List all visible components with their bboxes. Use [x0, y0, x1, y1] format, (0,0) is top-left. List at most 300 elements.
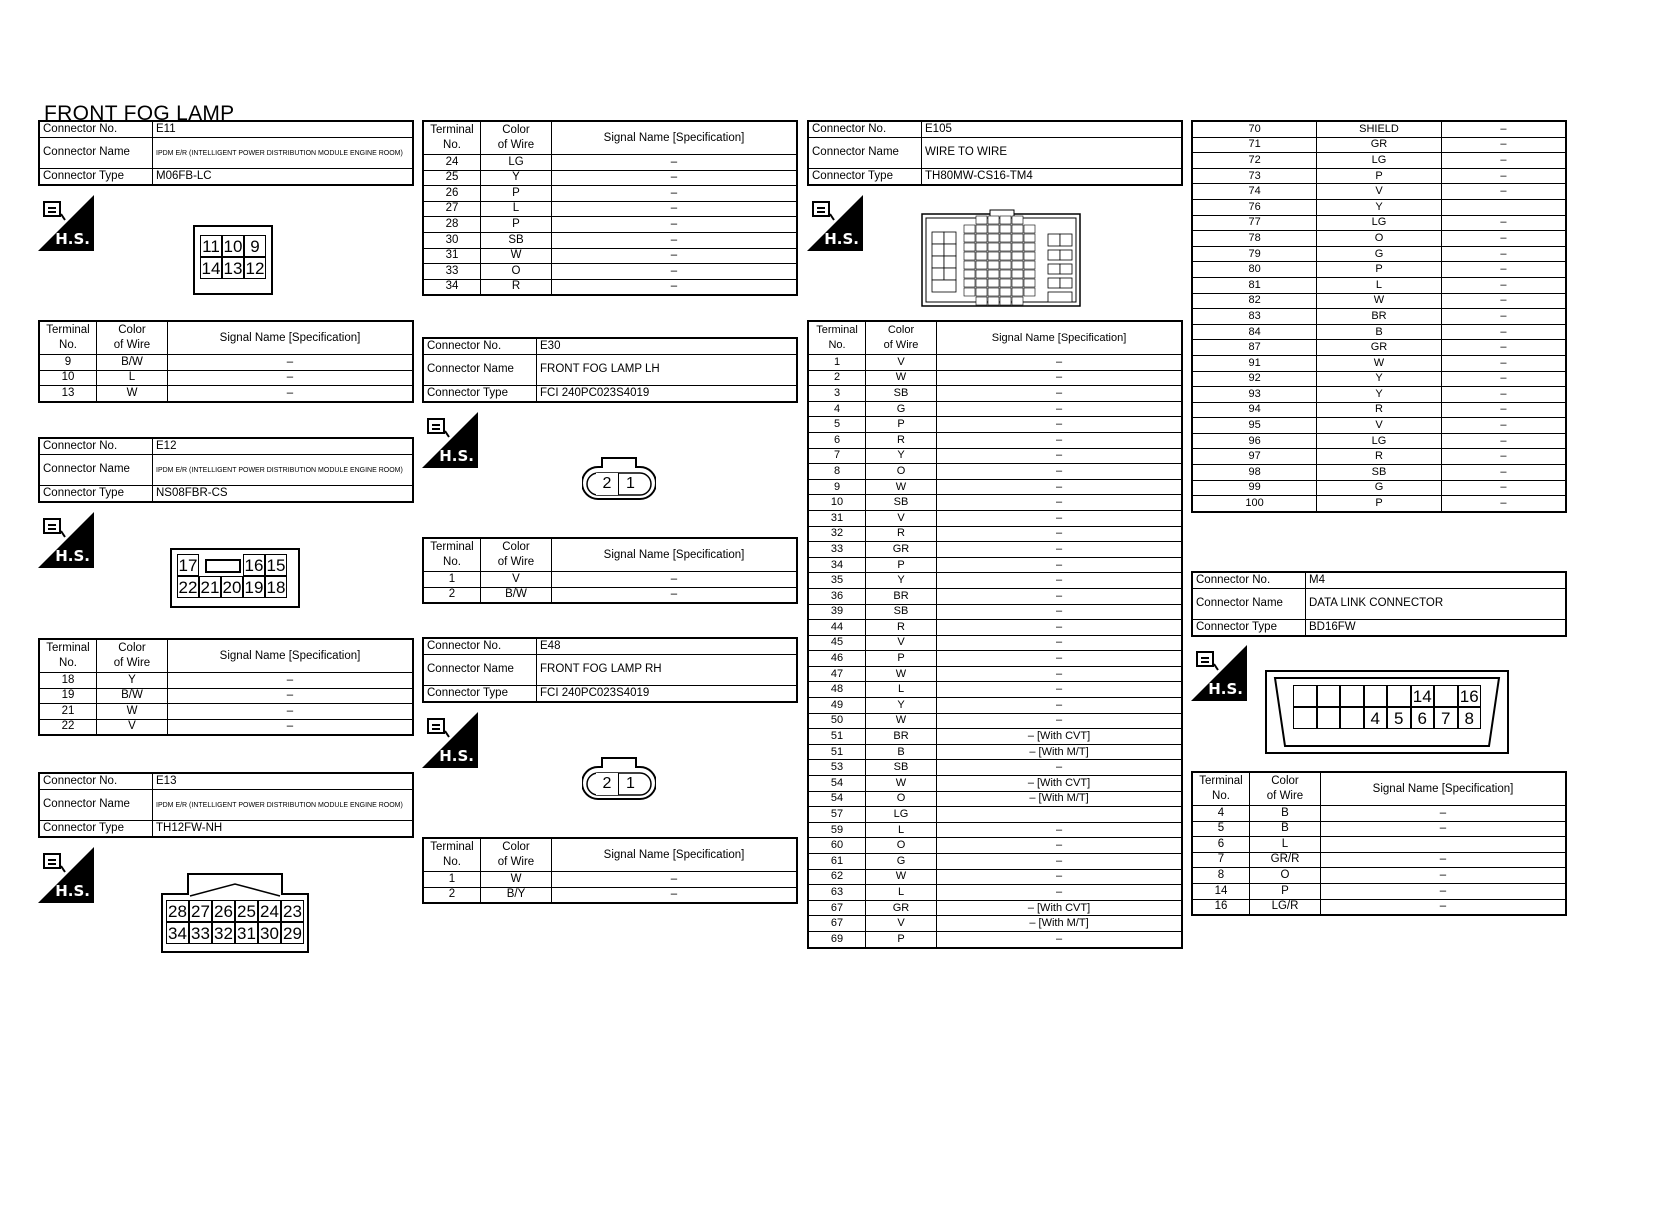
- table-row: [39, 688, 413, 704]
- signal-name: –: [937, 854, 1183, 870]
- cavity: [1012, 243, 1023, 251]
- wire-color: P: [481, 217, 552, 233]
- terminal-no: 7: [808, 448, 866, 464]
- wire-color: W: [866, 713, 937, 729]
- wire-color: P: [1317, 262, 1442, 278]
- signal-name: –: [1441, 153, 1566, 169]
- cavity: [1024, 279, 1035, 287]
- wire-color: B: [1250, 821, 1321, 837]
- table-row: [1192, 371, 1566, 387]
- table-row: [39, 704, 413, 720]
- cavity: [976, 216, 987, 224]
- connector-icon: [810, 198, 836, 224]
- wire-color: R: [1317, 402, 1442, 418]
- connector-name: IPDM E/R (INTELLIGENT POWER DISTRIBUTION MODULE ENGINE ROOM): [153, 790, 414, 821]
- terminal-no: 67: [808, 916, 866, 932]
- pin: 23: [281, 900, 304, 922]
- connector-face-e30: [582, 455, 656, 501]
- signal-name: –: [937, 635, 1183, 651]
- connector-name: DATA LINK CONNECTOR: [1306, 589, 1567, 620]
- terminal-no: 9: [39, 355, 97, 371]
- signal-name: –: [937, 666, 1183, 682]
- wire-color: L: [1317, 277, 1442, 293]
- terminal-no: 32: [808, 526, 866, 542]
- terminal-no: 34: [423, 279, 481, 295]
- terminal-no: 27: [423, 201, 481, 217]
- wire-color: W: [481, 248, 552, 264]
- wire-color: LG: [1317, 433, 1442, 449]
- wire-color: V: [866, 635, 937, 651]
- pin: 7: [1434, 707, 1458, 729]
- cavity: [1000, 297, 1011, 305]
- signal-name: –: [1441, 480, 1566, 496]
- terminal-no: 100: [1192, 496, 1317, 512]
- signal-name: –: [1441, 168, 1566, 184]
- terminal-no: 74: [1192, 184, 1317, 200]
- wire-color: SB: [1317, 465, 1442, 481]
- signal-name: –: [1441, 309, 1566, 325]
- table-row: [1192, 293, 1566, 309]
- signal-name: –: [552, 264, 798, 280]
- wire-color: V: [481, 572, 552, 588]
- terminal-no: 24: [423, 155, 481, 171]
- signal-name: – [With CVT]: [937, 900, 1183, 916]
- cavity: [1012, 279, 1023, 287]
- cavity: [976, 261, 987, 269]
- connector-info-table: Connector No. E13 Connector Name IPDM E/R (INTELLIGENT POWER DISTRIBUTION MODULE ENGINE ROOM) Connector Type TH12FW-NH: [38, 772, 414, 838]
- cavity: [964, 243, 975, 251]
- wire-color: W: [97, 704, 168, 720]
- terminal-no: 2: [423, 887, 481, 903]
- cavity: [976, 234, 987, 242]
- terminal-no: 51: [808, 744, 866, 760]
- terminal-no: 80: [1192, 262, 1317, 278]
- signal-name: –: [937, 885, 1183, 901]
- table-row: [808, 573, 1182, 589]
- cavity: [988, 225, 999, 233]
- terminal-no: 92: [1192, 371, 1317, 387]
- terminal-no: 10: [808, 495, 866, 511]
- harness-side-icon: H.S.: [422, 412, 478, 468]
- pin: 32: [212, 922, 235, 944]
- cavity: [976, 252, 987, 260]
- wire-color: LG: [481, 155, 552, 171]
- cavity: [1012, 270, 1023, 278]
- table-row: [808, 698, 1182, 714]
- terminal-no: 33: [808, 542, 866, 558]
- table-row: [808, 417, 1182, 433]
- page-title: FRONT FOG LAMP: [44, 102, 235, 125]
- wire-color: P: [866, 931, 937, 947]
- signal-name: –: [937, 479, 1183, 495]
- wire-color: G: [1317, 480, 1442, 496]
- wire-color: O: [866, 791, 937, 807]
- cavity: [1012, 225, 1023, 233]
- pin: [1293, 685, 1317, 707]
- terminal-no: 47: [808, 666, 866, 682]
- wire-color: P: [866, 417, 937, 433]
- harness-side-icon: H.S.: [807, 195, 863, 251]
- terminal-table-m4: Terminal No. Color of Wire Signal Name [Specification] 4 B – 5 B – 6 L 7 GR/R – 8 O – 14 P – 16 LG/R –: [1191, 771, 1567, 916]
- terminal-no: 46: [808, 651, 866, 667]
- cavity: [1000, 261, 1011, 269]
- table-row: [808, 713, 1182, 729]
- cavity: [1000, 225, 1011, 233]
- table-row: [1192, 309, 1566, 325]
- signal-name: –: [937, 698, 1183, 714]
- signal-name: –: [1441, 246, 1566, 262]
- pin-row-bottom: 22 21 20 19 18: [178, 578, 286, 597]
- terminal-no: 50: [808, 713, 866, 729]
- signal-name: –: [937, 651, 1183, 667]
- cavity: [964, 261, 975, 269]
- terminal-no: 93: [1192, 387, 1317, 403]
- terminal-no: 98: [1192, 465, 1317, 481]
- signal-name: –: [552, 217, 798, 233]
- connector-info-table: Connector No. E30 Connector Name FRONT FOG LAMP LH Connector Type FCI 240PC023S4019: [422, 337, 798, 403]
- connector-number: E11: [153, 121, 414, 138]
- pin: 6: [1411, 707, 1435, 729]
- terminal-no: 78: [1192, 231, 1317, 247]
- terminal-no: 34: [808, 557, 866, 573]
- connector-e13: [38, 772, 414, 838]
- wire-color: B/W: [481, 587, 552, 603]
- signal-name: –: [1321, 883, 1567, 899]
- signal-name: –: [1441, 465, 1566, 481]
- cavity: [988, 270, 999, 278]
- cavity: [1000, 288, 1011, 296]
- signal-name: –: [937, 464, 1183, 480]
- table-row: [1192, 137, 1566, 153]
- terminal-no: 6: [1192, 837, 1250, 853]
- terminal-no: 84: [1192, 324, 1317, 340]
- table-row: [808, 666, 1182, 682]
- terminal-no: 57: [808, 807, 866, 823]
- wire-color: V: [866, 510, 937, 526]
- harness-side-icon: H.S.: [38, 195, 94, 251]
- terminal-table-e12: Terminal No. Color of Wire Signal Name [Specification] 18 Y – 19 B/W – 21 W – 22 V –: [38, 638, 414, 736]
- table-row: [808, 900, 1182, 916]
- cavity: [1012, 297, 1023, 305]
- pin-row: 2 1: [596, 773, 642, 795]
- wire-color: W: [866, 869, 937, 885]
- signal-name: –: [1441, 215, 1566, 231]
- pin: 10: [223, 237, 243, 256]
- signal-name: –: [552, 170, 798, 186]
- pin: 34: [166, 922, 189, 944]
- table-row: [1192, 496, 1566, 512]
- table-row: [808, 588, 1182, 604]
- wire-color: L: [866, 885, 937, 901]
- pin: 31: [235, 922, 258, 944]
- connector-info-table: Connector No. E48 Connector Name FRONT FOG LAMP RH Connector Type FCI 240PC023S4019: [422, 637, 798, 703]
- terminal-no: 35: [808, 573, 866, 589]
- table-row: [808, 869, 1182, 885]
- signal-name: –: [168, 355, 414, 371]
- wire-color: L: [481, 201, 552, 217]
- terminal-no: 25: [423, 170, 481, 186]
- connector-name: WIRE TO WIRE: [922, 138, 1183, 169]
- cavity: [1024, 234, 1035, 242]
- signal-name: – [With M/T]: [937, 744, 1183, 760]
- connector-type: FCI 240PC023S4019: [537, 386, 798, 403]
- wire-color: W: [866, 370, 937, 386]
- table-row: [808, 885, 1182, 901]
- signal-name: –: [1321, 868, 1567, 884]
- terminal-no: 99: [1192, 480, 1317, 496]
- terminal-no: 54: [808, 791, 866, 807]
- signal-name: [937, 807, 1183, 823]
- terminal-no: 21: [39, 704, 97, 720]
- connector-e48: [422, 637, 798, 703]
- table-row: [423, 872, 797, 888]
- pin: 5: [1387, 707, 1411, 729]
- cavity: [1024, 288, 1035, 296]
- pin: [1364, 685, 1388, 707]
- terminal-no: 91: [1192, 355, 1317, 371]
- table-row: [423, 572, 797, 588]
- pin: 8: [1458, 707, 1482, 729]
- terminal-no: 1: [423, 872, 481, 888]
- cavity: [964, 252, 975, 260]
- terminal-no: 45: [808, 635, 866, 651]
- pin: [1387, 685, 1411, 707]
- wire-color: SB: [481, 232, 552, 248]
- signal-name: –: [937, 495, 1183, 511]
- terminal-no: 77: [1192, 215, 1317, 231]
- pin-grid: [166, 900, 304, 944]
- cavity: [1012, 234, 1023, 242]
- terminal-no: 1: [808, 355, 866, 371]
- cavity: [1012, 288, 1023, 296]
- signal-name: –: [937, 542, 1183, 558]
- wire-color: Y: [97, 673, 168, 689]
- connector-name: IPDM E/R (INTELLIGENT POWER DISTRIBUTION MODULE ENGINE ROOM): [153, 138, 414, 169]
- cavity: [964, 288, 975, 296]
- wire-color: W: [866, 776, 937, 792]
- pin: 16: [1458, 685, 1482, 707]
- terminal-no: 70: [1192, 121, 1317, 137]
- table-row: [423, 887, 797, 903]
- wire-color: R: [866, 432, 937, 448]
- signal-name: –: [1321, 899, 1567, 915]
- table-row: [1192, 418, 1566, 434]
- pin: [1317, 685, 1341, 707]
- signal-name: –: [552, 232, 798, 248]
- table-row: [423, 155, 797, 171]
- connector-icon: [1194, 648, 1220, 674]
- signal-name: [1321, 837, 1567, 853]
- terminal-table-e48: Terminal No. Color of Wire Signal Name [Specification] 1 W – 2 B/Y –: [422, 837, 798, 904]
- wire-color: BR: [1317, 309, 1442, 325]
- wire-color: R: [1317, 449, 1442, 465]
- signal-name: –: [937, 931, 1183, 947]
- wire-color: R: [866, 526, 937, 542]
- connector-e11: [38, 120, 414, 186]
- table-row: [1192, 153, 1566, 169]
- connector-number: E12: [153, 438, 414, 455]
- terminal-no: 4: [1192, 806, 1250, 822]
- wire-color: B: [1317, 324, 1442, 340]
- signal-name: –: [937, 526, 1183, 542]
- harness-side-icon: H.S.: [422, 712, 478, 768]
- signal-name: [1441, 199, 1566, 215]
- table-row: [1192, 899, 1566, 915]
- table-row: [39, 673, 413, 689]
- wire-color: SHIELD: [1317, 121, 1442, 137]
- table-row: [1192, 355, 1566, 371]
- pin-row-top: 17 16 15: [178, 556, 286, 575]
- cavity: [1024, 270, 1035, 278]
- cavity: [976, 288, 987, 296]
- wire-color: W: [866, 666, 937, 682]
- signal-name: –: [937, 370, 1183, 386]
- signal-name: –: [552, 186, 798, 202]
- cavity: [964, 279, 975, 287]
- table-row: [1192, 837, 1566, 853]
- terminal-no: 81: [1192, 277, 1317, 293]
- cavity: [1000, 216, 1011, 224]
- table-row: [423, 186, 797, 202]
- wire-color: R: [866, 620, 937, 636]
- table-row: [808, 620, 1182, 636]
- wire-color: LG: [866, 807, 937, 823]
- pin: 25: [235, 900, 258, 922]
- terminal-no: 51: [808, 729, 866, 745]
- terminal-no: 7: [1192, 852, 1250, 868]
- terminal-no: 8: [808, 464, 866, 480]
- table-row: [808, 931, 1182, 947]
- table-row: [423, 279, 797, 295]
- cavity: [964, 234, 975, 242]
- connector-face-m4: [1265, 670, 1509, 754]
- connector-icon: [425, 415, 451, 441]
- signal-name: –: [552, 572, 798, 588]
- signal-name: –: [1441, 277, 1566, 293]
- table-row: [1192, 324, 1566, 340]
- table-row: [808, 448, 1182, 464]
- signal-name: –: [552, 155, 798, 171]
- signal-name: –: [552, 279, 798, 295]
- wire-color: BR: [866, 729, 937, 745]
- wire-color: GR: [866, 542, 937, 558]
- terminal-no: 6: [808, 432, 866, 448]
- terminal-no: 4: [808, 401, 866, 417]
- connector-name: FRONT FOG LAMP RH: [537, 655, 798, 686]
- cavity: [988, 216, 999, 224]
- table-row: [1192, 184, 1566, 200]
- cavity: [964, 225, 975, 233]
- terminal-no: 30: [423, 232, 481, 248]
- signal-name: –: [937, 588, 1183, 604]
- signal-name: –: [1441, 340, 1566, 356]
- cavity: [976, 270, 987, 278]
- wire-color: P: [1317, 168, 1442, 184]
- wire-color: LG: [1317, 153, 1442, 169]
- terminal-no: 76: [1192, 199, 1317, 215]
- cavity: [1000, 279, 1011, 287]
- terminal-no: 2: [808, 370, 866, 386]
- connector-name: IPDM E/R (INTELLIGENT POWER DISTRIBUTION MODULE ENGINE ROOM): [153, 455, 414, 486]
- terminal-no: 1: [423, 572, 481, 588]
- wire-color: SB: [866, 386, 937, 402]
- pin: [1317, 707, 1341, 729]
- table-row: [423, 201, 797, 217]
- pin: 26: [212, 900, 235, 922]
- signal-name: – [With M/T]: [937, 916, 1183, 932]
- signal-name: –: [1441, 387, 1566, 403]
- pin-grid: [1293, 685, 1481, 729]
- connector-number: E105: [922, 121, 1183, 138]
- table-row: [1192, 199, 1566, 215]
- cavity: [988, 279, 999, 287]
- table-row: [1192, 246, 1566, 262]
- signal-name: –: [168, 704, 414, 720]
- terminal-no: 72: [1192, 153, 1317, 169]
- pin: 12: [245, 259, 265, 278]
- signal-name: –: [1321, 821, 1567, 837]
- wire-color: P: [1250, 883, 1321, 899]
- wire-color: L: [866, 682, 937, 698]
- pin: 28: [166, 900, 189, 922]
- terminal-no: 62: [808, 869, 866, 885]
- signal-name: –: [1321, 852, 1567, 868]
- wire-color: GR: [1317, 340, 1442, 356]
- wire-color: G: [866, 854, 937, 870]
- signal-name: –: [1441, 418, 1566, 434]
- table-row: [808, 370, 1182, 386]
- signal-name: –: [552, 887, 798, 903]
- terminal-no: 33: [423, 264, 481, 280]
- terminal-no: 31: [808, 510, 866, 526]
- signal-name: –: [1441, 449, 1566, 465]
- wire-color: B/W: [97, 355, 168, 371]
- terminal-no: 96: [1192, 433, 1317, 449]
- table-row: [1192, 852, 1566, 868]
- connector-info-table: Connector No. E11 Connector Name IPDM E/R (INTELLIGENT POWER DISTRIBUTION MODULE ENGINE ROOM) Connector Type M06FB-LC: [38, 120, 414, 186]
- table-row: [808, 838, 1182, 854]
- connector-face-e11: [193, 225, 273, 295]
- cavity: [988, 288, 999, 296]
- signal-name: –: [168, 719, 414, 735]
- signal-name: –: [937, 760, 1183, 776]
- table-row: [423, 232, 797, 248]
- table-row: [808, 744, 1182, 760]
- signal-name: –: [937, 869, 1183, 885]
- signal-name: –: [552, 587, 798, 603]
- terminal-no: 44: [808, 620, 866, 636]
- cavity: [988, 261, 999, 269]
- signal-name: –: [552, 872, 798, 888]
- table-row: [1192, 121, 1566, 137]
- signal-name: –: [1441, 121, 1566, 137]
- signal-name: –: [937, 510, 1183, 526]
- table-row: [808, 854, 1182, 870]
- cavity: [988, 297, 999, 305]
- connector-type: TH12FW-NH: [153, 821, 414, 838]
- table-row: [1192, 387, 1566, 403]
- terminal-no: 82: [1192, 293, 1317, 309]
- terminal-no: 36: [808, 588, 866, 604]
- cavity: [1012, 261, 1023, 269]
- table-row: [423, 248, 797, 264]
- cavity: [1024, 243, 1035, 251]
- signal-name: –: [168, 688, 414, 704]
- connector-icon: [41, 515, 67, 541]
- wire-color: W: [97, 386, 168, 402]
- table-row: [1192, 449, 1566, 465]
- table-row: [808, 635, 1182, 651]
